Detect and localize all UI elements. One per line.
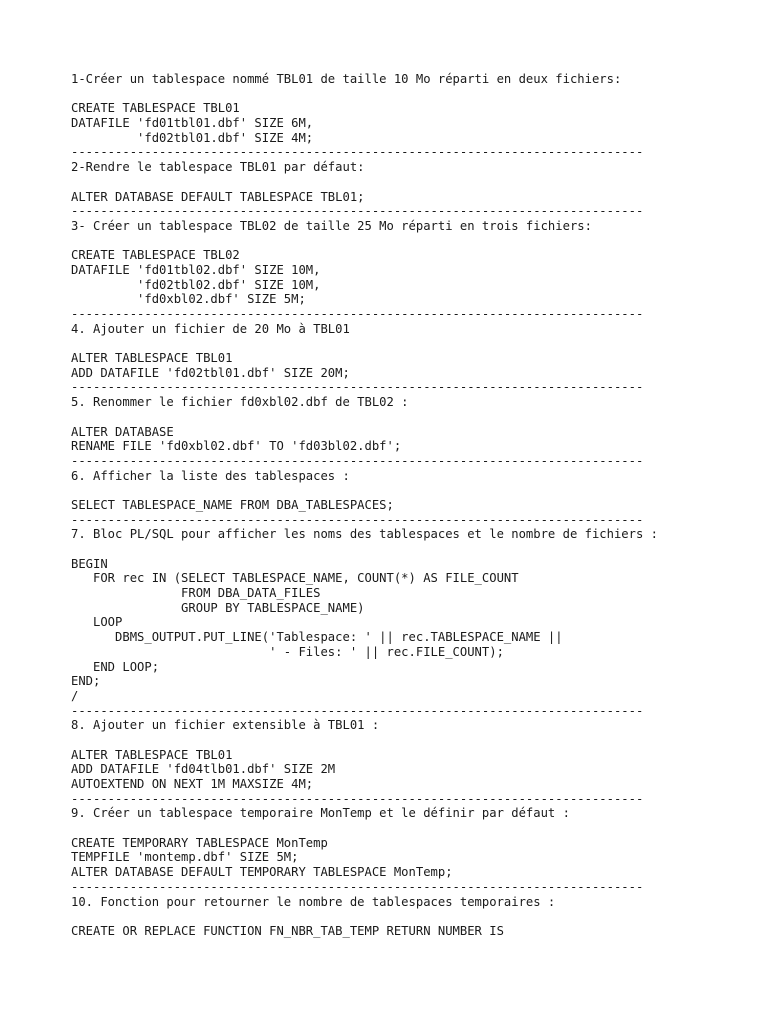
code-line: ALTER TABLESPACE TBL01 (71, 747, 233, 762)
code-line: CREATE TABLESPACE TBL01 (71, 101, 240, 116)
code-line: END; (71, 674, 101, 689)
code-line: GROUP BY TABLESPACE_NAME) (71, 600, 365, 615)
blank-line (71, 87, 761, 102)
code-line: BEGIN (71, 556, 108, 571)
blank-line (71, 483, 761, 498)
code-line: TEMPFILE 'montemp.dbf' SIZE 5M; (71, 850, 299, 865)
section-heading: 10. Fonction pour retourner le nombre de tablespaces temporaires : (71, 894, 556, 909)
separator-line: ------------------------------------------------------------------------------ (71, 453, 644, 468)
code-line: ALTER DATABASE DEFAULT TEMPORARY TABLESPACE MonTemp; (71, 865, 453, 880)
code-line: AUTOEXTEND ON NEXT 1M MAXSIZE 4M; (71, 777, 314, 791)
code-line: ALTER DATABASE (71, 424, 174, 439)
separator-line: ------------------------------------------------------------------------------ (71, 512, 644, 527)
blank-line (71, 821, 761, 836)
code-line: / (71, 688, 79, 703)
blank-line (71, 336, 761, 351)
code-line: ' - Files: ' || rec.FILE_COUNT); (71, 644, 504, 659)
code-line: FOR rec IN (SELECT TABLESPACE_NAME, COUNT(*) AS FILE_COUNT (71, 571, 519, 586)
blank-line (71, 175, 761, 190)
blank-line (71, 542, 761, 557)
code-line: FROM DBA_DATA_FILES (71, 586, 321, 601)
separator-line: ------------------------------------------------------------------------------ (71, 879, 644, 894)
code-line: 'fd02tbl02.dbf' SIZE 10M, (71, 277, 321, 292)
separator-line: ------------------------------------------------------------------------------ (71, 791, 644, 806)
code-line: ALTER DATABASE DEFAULT TABLESPACE TBL01; (71, 189, 365, 204)
separator-line: ------------------------------------------------------------------------------ (71, 307, 644, 321)
blank-line (71, 733, 761, 748)
code-line: CREATE TEMPORARY TABLESPACE MonTemp (71, 835, 328, 850)
separator-line: ------------------------------------------------------------------------------ (71, 380, 644, 395)
section-heading: 5. Renommer le fichier fd0xbl02.dbf de TBL02 : (71, 395, 409, 410)
code-line: CREATE TABLESPACE TBL02 (71, 248, 240, 263)
code-line: 'fd02tbl01.dbf' SIZE 4M; (71, 130, 314, 145)
section-heading: 1-Créer un tablespace nommé TBL01 de taille 10 Mo réparti en deux fichiers: (71, 72, 622, 86)
code-line: DBMS_OUTPUT.PUT_LINE('Tablespace: ' || rec.TABLESPACE_NAME || (71, 630, 563, 645)
blank-line (71, 410, 761, 425)
code-line: DATAFILE 'fd01tbl01.dbf' SIZE 6M, (71, 116, 314, 131)
section-heading: 4. Ajouter un fichier de 20 Mo à TBL01 (71, 321, 350, 336)
code-line: ADD DATAFILE 'fd04tlb01.dbf' SIZE 2M (71, 762, 336, 777)
section-heading: 7. Bloc PL/SQL pour afficher les noms des tablespaces et le nombre de fichiers : (71, 527, 658, 542)
code-line: CREATE OR REPLACE FUNCTION FN_NBR_TAB_TEMP RETURN NUMBER IS (71, 923, 504, 938)
code-line: LOOP (71, 615, 123, 630)
section-heading: 3- Créer un tablespace TBL02 de taille 25 Mo réparti en trois fichiers: (71, 218, 592, 233)
section-heading: 8. Ajouter un fichier extensible à TBL01 : (71, 718, 380, 733)
code-line: END LOOP; (71, 659, 160, 674)
blank-line (71, 909, 761, 924)
document-body (71, 72, 761, 939)
code-line: DATAFILE 'fd01tbl02.dbf' SIZE 10M, (71, 262, 321, 277)
section-heading: 9. Créer un tablespace temporaire MonTemp et le définir par défaut : (71, 806, 570, 821)
code-line: SELECT TABLESPACE_NAME FROM DBA_TABLESPACES; (71, 497, 394, 512)
code-line: RENAME FILE 'fd0xbl02.dbf' TO 'fd03bl02.dbf'; (71, 439, 402, 454)
section-heading: 6. Afficher la liste des tablespaces : (71, 468, 350, 483)
blank-line (71, 234, 761, 249)
separator-line: ------------------------------------------------------------------------------ (71, 204, 644, 219)
code-line: ADD DATAFILE 'fd02tbl01.dbf' SIZE 20M; (71, 365, 350, 380)
code-line: 'fd0xbl02.dbf' SIZE 5M; (71, 292, 306, 307)
code-line: ALTER TABLESPACE TBL01 (71, 351, 233, 366)
section-heading: 2-Rendre le tablespace TBL01 par défaut: (71, 160, 365, 175)
separator-line: ------------------------------------------------------------------------------ (71, 703, 644, 718)
separator-line: ------------------------------------------------------------------------------ (71, 145, 644, 160)
